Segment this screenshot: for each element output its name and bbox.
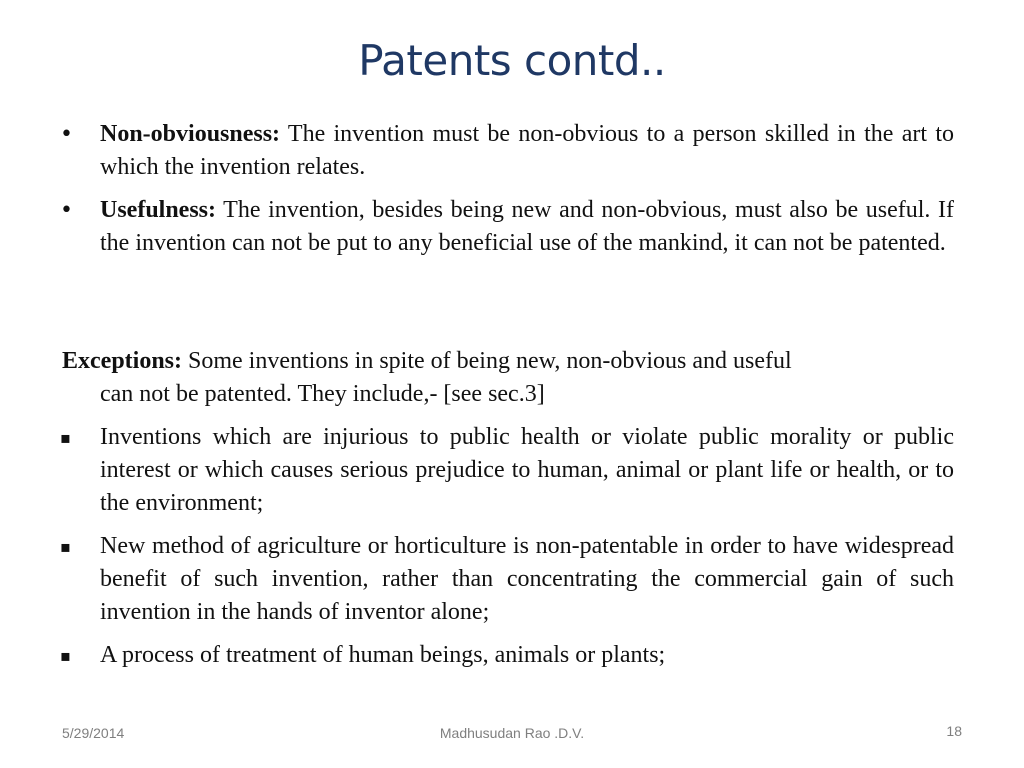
bullet-text: The invention, besides being new and non-obvious, must also be useful. If the invention can not be put to any beneficial use of the mankind, it can not be patented.	[100, 197, 954, 256]
bullet-marker: •	[60, 198, 73, 223]
bullet-marker: •	[60, 122, 73, 147]
exceptions-label: Exceptions:	[62, 348, 182, 374]
exception-item-text: New method of agriculture or horticulture is non-patentable in order to have widespread benefit of such invention, rather than concentrating the commercial gain of such invention in the hands of inventor alone;	[100, 533, 954, 625]
exception-item-text: Inventions which are injurious to public health or violate public morality or public interest or which causes serious prejudice to human, animal or plant life or health, or to the environment;	[100, 424, 954, 516]
square-bullet-icon: ▪	[60, 428, 71, 447]
square-bullet-icon: ▪	[60, 646, 71, 665]
bullet-label: Usefulness:	[100, 197, 217, 223]
footer-date: 5/29/2014	[62, 725, 125, 741]
page-number: 18	[946, 723, 962, 739]
exception-item	[60, 530, 954, 629]
footer-author: Madhusudan Rao .D.V.	[439, 725, 585, 741]
bullet-label: Non-obviousness:	[100, 121, 281, 147]
exception-item-text: A process of treatment of human beings, animals or plants;	[100, 642, 666, 668]
bullet-text: The invention must be non-obvious to a person skilled in the art to which the invention relates.	[100, 121, 954, 180]
exceptions-paragraph	[62, 345, 932, 411]
square-bullet-icon: ▪	[60, 537, 71, 556]
bullet-usefulness	[60, 194, 954, 260]
bullet-non-obviousness	[60, 118, 954, 184]
slide-title: Patents contd..	[358, 36, 666, 85]
exception-item	[60, 639, 954, 672]
exceptions-line2: can not be patented. They include,- [see sec.3]	[100, 381, 545, 407]
exceptions-line1: Some inventions in spite of being new, non-obvious and useful	[182, 348, 792, 374]
exception-item	[60, 421, 954, 520]
